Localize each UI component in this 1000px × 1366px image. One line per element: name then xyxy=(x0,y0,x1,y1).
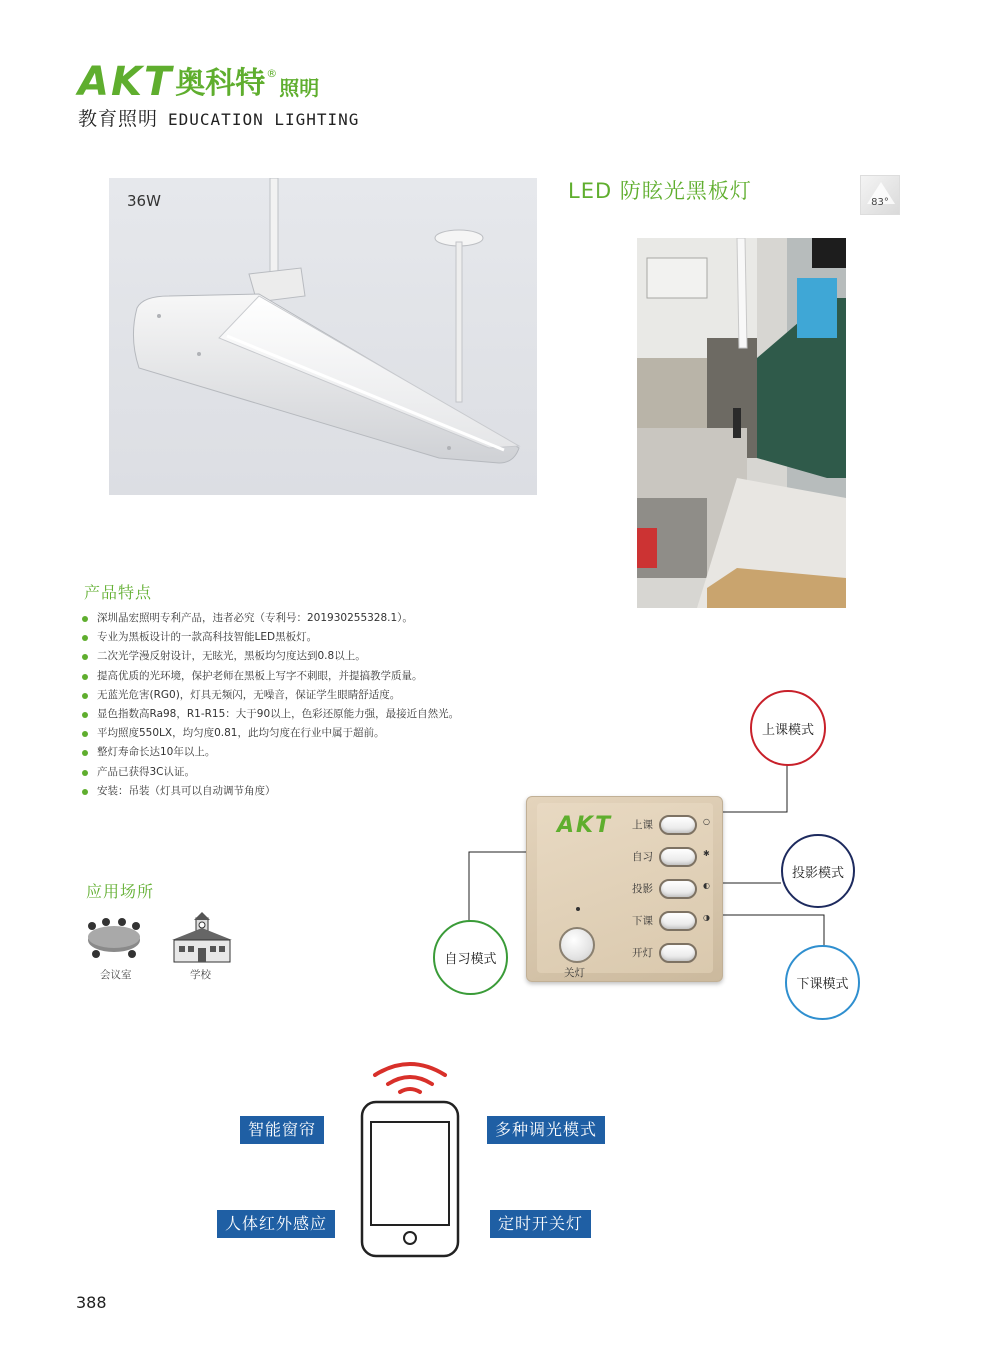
feature-item: 安装：吊装（灯具可以自动调节角度） xyxy=(80,782,540,801)
projection-button[interactable] xyxy=(659,879,697,899)
after-class-mode-callout: 下课模式 xyxy=(785,945,860,1020)
control-panel xyxy=(526,796,723,982)
subtitle-english: EDUCATION LIGHTING xyxy=(168,110,360,129)
beam-angle-value: 83° xyxy=(871,197,889,208)
after-class-button-label: 下课 xyxy=(632,915,653,927)
class-button-label: 上课 xyxy=(632,819,653,831)
registered-mark: ® xyxy=(266,67,278,80)
smart-curtain-tag: 智能窗帘 xyxy=(240,1116,324,1144)
control-panel-face xyxy=(537,803,713,979)
timer-switch-tag: 定时开关灯 xyxy=(490,1210,591,1238)
panel-logo: AKT xyxy=(557,813,613,838)
infrared-sensor-tag: 人体红外感应 xyxy=(217,1210,335,1238)
lights-on-button-label: 开灯 xyxy=(632,947,653,959)
meeting-room-label: 会议室 xyxy=(100,969,132,981)
class-mode-callout: 上课模式 xyxy=(750,690,826,766)
lights-off-button[interactable] xyxy=(559,927,595,963)
projection-indicator-icon: ◐ xyxy=(703,881,710,890)
projection-button-label: 投影 xyxy=(632,883,653,895)
status-led xyxy=(576,907,580,911)
lights-off-label: 关灯 xyxy=(564,967,585,979)
wattage-label: 36W xyxy=(127,192,161,210)
feature-item: 提高优质的光环境，保护老师在黑板上写字不刺眼，并提搞教学质量。 xyxy=(80,667,540,686)
feature-item: 平均照度550LX，均匀度0.81，此均匀度在行业中属于超前。 xyxy=(80,724,540,743)
after-class-button[interactable] xyxy=(659,911,697,931)
logo-latin: AKT xyxy=(78,59,174,105)
feature-item: 深圳晶宏照明专利产品，违者必究（专利号：201930255328.1）。 xyxy=(80,609,540,628)
self-study-button-label: 自习 xyxy=(632,851,653,863)
projection-mode-callout: 投影模式 xyxy=(781,834,855,908)
class-button[interactable] xyxy=(659,815,697,835)
subtitle-chinese: 教育照明 xyxy=(78,108,159,130)
features-heading: 产品特点 xyxy=(84,583,153,602)
logo-suffix: 照明 xyxy=(279,76,320,100)
applications-heading: 应用场所 xyxy=(86,882,155,901)
product-title: LED 防眩光黑板灯 xyxy=(568,179,752,203)
feature-item: 整灯寿命长达10年以上。 xyxy=(80,743,540,762)
lights-on-button[interactable] xyxy=(659,943,697,963)
after-class-indicator-icon: ◑ xyxy=(703,913,710,922)
feature-item: 无蓝光危害(RG0)，灯具无频闪，无噪音，保证学生眼睛舒适度。 xyxy=(80,686,540,705)
page-number: 388 xyxy=(76,1293,107,1312)
self-study-button[interactable] xyxy=(659,847,697,867)
feature-item: 二次光学漫反射设计，无眩光，黑板均匀度达到0.8以上。 xyxy=(80,647,540,666)
feature-item: 专业为黑板设计的一款高科技智能LED黑板灯。 xyxy=(80,628,540,647)
school-label: 学校 xyxy=(190,969,211,981)
class-indicator-icon: ○ xyxy=(703,817,710,826)
logo-chinese: 奥科特 xyxy=(175,66,266,101)
feature-item: 显色指数高Ra98，R1-R15：大于90以上，色彩还原能力强，最接近自然光。 xyxy=(80,705,540,724)
feature-item: 产品已获得3C认证。 xyxy=(80,763,540,782)
self-study-indicator-icon: ✱ xyxy=(703,849,710,858)
self-study-mode-callout: 自习模式 xyxy=(433,920,508,995)
dimming-modes-tag: 多种调光模式 xyxy=(487,1116,605,1144)
smartphone-icon xyxy=(355,1055,465,1260)
